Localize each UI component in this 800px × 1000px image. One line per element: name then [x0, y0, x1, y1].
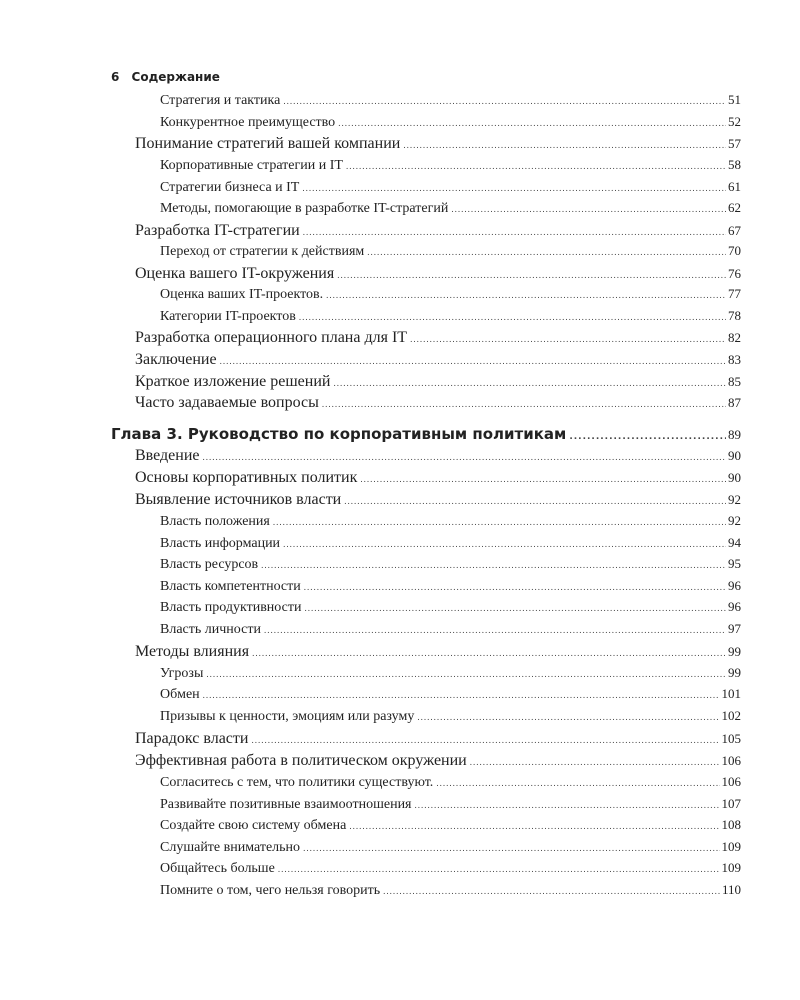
toc-subsection-entry[interactable] [160, 308, 741, 325]
dot-leader [436, 778, 719, 788]
toc-entry-title: Часто задаваемые вопросы [135, 394, 319, 411]
dot-leader [403, 140, 726, 150]
toc-entry-page-number: 90 [728, 448, 741, 463]
toc-chapter-entry[interactable] [111, 425, 741, 443]
toc-section-entry[interactable] [135, 329, 741, 347]
toc-subsection-entry[interactable] [160, 599, 741, 616]
dot-leader [451, 204, 726, 214]
toc-entry-title: Корпоративные стратегии и IT [160, 158, 343, 173]
toc-entry-title: Разработка IT-стратегии [135, 222, 300, 239]
dot-leader [333, 378, 726, 388]
toc-entry-page-number: 52 [728, 114, 741, 129]
toc-subsection-entry[interactable] [160, 839, 741, 856]
dot-leader [283, 539, 726, 549]
toc-entry-title: Власть компетентности [160, 579, 301, 594]
toc-subsection-entry[interactable] [160, 621, 741, 638]
toc-subsection-entry[interactable] [160, 286, 741, 303]
toc-subsection-entry[interactable] [160, 578, 741, 595]
toc-section-entry[interactable] [135, 469, 741, 487]
toc-entry-page-number: 62 [728, 200, 741, 215]
toc-entry-page-number: 92 [728, 492, 741, 507]
dot-leader [410, 334, 726, 344]
toc-entry-page-number: 67 [728, 223, 741, 238]
dot-leader [251, 735, 719, 745]
toc-entry-title: Глава 3. Руководство по корпоративным политикам [111, 425, 567, 443]
toc-entry-title: Призывы к ценности, эмоциям или разуму [160, 709, 415, 724]
toc-entry-title: Стратегии бизнеса и IT [160, 180, 300, 195]
dot-leader [278, 864, 720, 874]
dot-leader [326, 290, 726, 300]
toc-entry-page-number: 83 [728, 352, 741, 367]
toc-entry-title: Оценка вашего IT-окружения [135, 265, 335, 282]
toc-entry-title: Введение [135, 447, 200, 464]
toc-entry-title: Власть продуктивности [160, 600, 302, 615]
toc-entry-page-number: 106 [721, 753, 741, 768]
toc-subsection-entry[interactable] [160, 556, 741, 573]
dot-leader [360, 474, 726, 484]
toc-entry-page-number: 101 [721, 686, 741, 701]
toc-subsection-entry[interactable] [160, 796, 741, 813]
toc-entry-title: Основы корпоративных политик [135, 469, 358, 486]
toc-entry-page-number: 102 [721, 708, 741, 723]
header-title: Содержание [131, 70, 220, 84]
toc-entry-page-number: 87 [728, 395, 741, 410]
dot-leader [346, 161, 726, 171]
dot-leader [252, 648, 726, 658]
toc-entry-title: Разработка операционного плана для IT [135, 329, 408, 346]
toc-entry-page-number: 106 [721, 774, 741, 789]
toc-entry-page-number: 90 [728, 470, 741, 485]
toc-entry-title: Общайтесь больше [160, 861, 275, 876]
toc-entry-page-number: 78 [728, 308, 741, 323]
toc-entry-page-number: 97 [728, 621, 741, 636]
dot-leader [261, 560, 726, 570]
toc-entry-title: Краткое изложение решений [135, 373, 331, 390]
dot-leader [383, 886, 720, 896]
header-page-number: 6 [111, 70, 120, 84]
toc-entry-title: Стратегия и тактика [160, 93, 281, 108]
toc-entry-title: Власть информации [160, 536, 281, 551]
toc-subsection-entry[interactable] [160, 535, 741, 552]
toc-section-entry[interactable] [135, 135, 741, 153]
toc-section-entry[interactable] [135, 351, 741, 369]
toc-entry-page-number: 109 [721, 839, 741, 854]
toc-section-entry[interactable] [135, 752, 741, 770]
toc-entry-page-number: 77 [728, 286, 741, 301]
dot-leader [203, 452, 727, 462]
toc-subsection-entry[interactable] [160, 179, 741, 196]
toc-entry-page-number: 51 [728, 92, 741, 107]
toc-entry-title: Обмен [160, 687, 200, 702]
toc-entry-page-number: 92 [728, 513, 741, 528]
toc-entry-title: Методы, помогающие в разработке IT-стратегий [160, 201, 449, 216]
dot-leader [273, 517, 726, 527]
toc-entry-page-number: 95 [728, 556, 741, 571]
toc-section-entry[interactable] [135, 265, 741, 283]
toc-entry-page-number: 58 [728, 157, 741, 172]
dot-leader [304, 603, 726, 613]
dot-leader [344, 496, 726, 506]
toc-entry-page-number: 89 [728, 427, 741, 442]
toc-subsection-entry[interactable] [160, 817, 741, 834]
dot-leader [415, 800, 720, 810]
toc-entry-title: Парадокс власти [135, 730, 249, 747]
toc-entry-page-number: 105 [721, 731, 741, 746]
toc-section-entry[interactable] [135, 394, 741, 412]
toc-entry-page-number: 99 [728, 644, 741, 659]
dot-leader [322, 399, 726, 409]
toc-subsection-entry[interactable] [160, 665, 741, 682]
toc-subsection-entry[interactable] [160, 92, 741, 109]
toc-entry-title: Оценка ваших IT-проектов. [160, 287, 324, 302]
toc-entry-page-number: 57 [728, 136, 741, 151]
dot-leader [264, 625, 726, 635]
toc-entry-page-number: 107 [721, 796, 741, 811]
toc-subsection-entry[interactable] [160, 114, 741, 131]
toc-entry-page-number: 94 [728, 535, 741, 550]
toc-entry-title: Власть положения [160, 514, 270, 529]
dot-leader [203, 690, 720, 700]
toc-section-entry[interactable] [135, 373, 741, 391]
toc-entry-title: Развивайте позитивные взаимоотношения [160, 797, 412, 812]
toc-entry-title: Создайте свою систему обмена [160, 818, 347, 833]
toc-entry-page-number: 76 [728, 266, 741, 281]
toc-entry-title: Методы влияния [135, 643, 250, 660]
toc-section-entry[interactable] [135, 222, 741, 240]
dot-leader [337, 270, 726, 280]
toc-subsection-entry[interactable] [160, 513, 741, 530]
toc-entry-title: Угрозы [160, 666, 204, 681]
toc-entry-page-number: 82 [728, 330, 741, 345]
dot-leader [299, 312, 726, 322]
toc-entry-title: Понимание стратегий вашей компании [135, 135, 401, 152]
toc-subsection-entry[interactable] [160, 686, 741, 703]
toc-entry-title: Конкурентное преимущество [160, 115, 336, 130]
toc-section-entry[interactable] [135, 730, 741, 748]
toc-entry-page-number: 96 [728, 578, 741, 593]
toc-entry-page-number: 70 [728, 243, 741, 258]
dot-leader [283, 96, 726, 106]
dot-leader [338, 118, 726, 128]
toc-entry-title: Выявление источников власти [135, 491, 342, 508]
toc-entry-page-number: 109 [721, 860, 741, 875]
toc-entry-page-number: 110 [721, 882, 741, 897]
dot-leader [303, 227, 726, 237]
dot-leader [302, 183, 726, 193]
dot-leader [470, 757, 720, 767]
toc-section-entry[interactable] [135, 447, 741, 465]
toc-entry-page-number: 85 [728, 374, 741, 389]
toc-entry-title: Власть личности [160, 622, 261, 637]
toc-entry-page-number: 99 [728, 665, 741, 680]
toc-subsection-entry[interactable] [160, 860, 741, 877]
dot-leader [303, 843, 719, 853]
toc-section-entry[interactable] [135, 643, 741, 661]
toc-entry-title: Помните о том, чего нельзя говорить [160, 883, 381, 898]
toc-subsection-entry[interactable] [160, 708, 741, 725]
toc-entry-title: Эффективная работа в политическом окружении [135, 752, 467, 769]
toc-entry-title: Переход от стратегии к действиям [160, 244, 365, 259]
toc-subsection-entry[interactable] [160, 243, 741, 260]
toc-entry-page-number: 108 [721, 817, 741, 832]
dot-leader [569, 432, 726, 442]
dot-leader [417, 712, 719, 722]
toc-entry-title: Заключение [135, 351, 217, 368]
dot-leader [367, 247, 726, 257]
dot-leader [349, 821, 719, 831]
toc-section-entry[interactable] [135, 491, 741, 509]
toc-subsection-entry[interactable] [160, 200, 741, 217]
toc-entry-title: Согласитесь с тем, что политики существуют. [160, 775, 434, 790]
dot-leader [206, 669, 726, 679]
toc-subsection-entry[interactable] [160, 774, 741, 791]
toc-entry-page-number: 96 [728, 599, 741, 614]
toc-entry-title: Власть ресурсов [160, 557, 259, 572]
toc-entry-title: Слушайте внимательно [160, 840, 301, 855]
dot-leader [304, 582, 726, 592]
toc-subsection-entry[interactable] [160, 157, 741, 174]
toc-entry-title: Категории IT-проектов [160, 309, 296, 324]
toc-subsection-entry[interactable] [160, 882, 741, 899]
toc-entry-page-number: 61 [728, 179, 741, 194]
dot-leader [220, 356, 726, 366]
